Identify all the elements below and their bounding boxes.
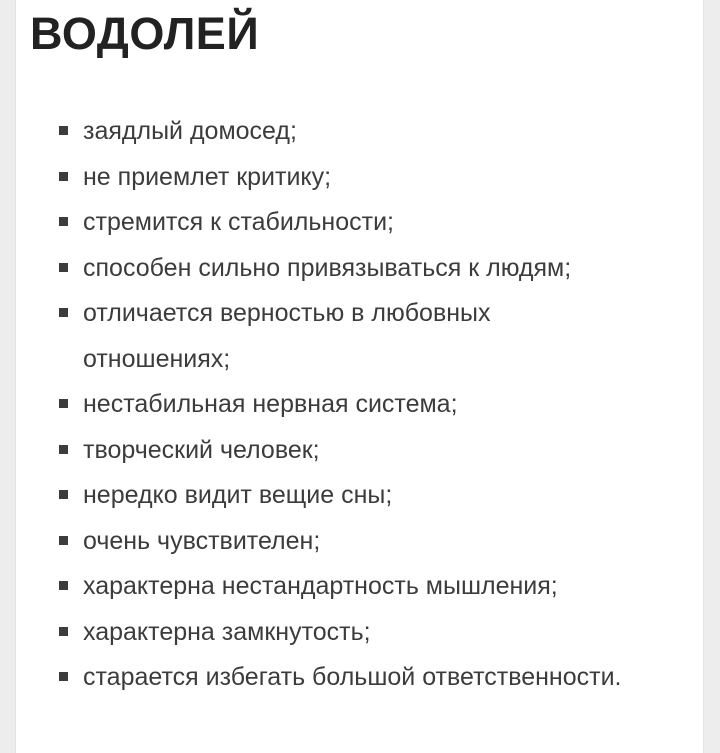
list-item — [16, 109, 643, 155]
square-bullet-icon — [59, 308, 68, 317]
list-item-text: не приемлет критику; — [83, 162, 332, 191]
list-item — [16, 200, 643, 246]
list-item-text: способен сильно привязываться к людям; — [83, 253, 572, 282]
list-item — [16, 155, 643, 201]
list-item — [16, 519, 643, 565]
traits-list — [16, 109, 705, 701]
square-bullet-icon — [59, 536, 68, 545]
square-bullet-icon — [59, 581, 68, 590]
list-item-text: характерна нестандартность мышления; — [83, 572, 558, 600]
square-bullet-icon — [59, 399, 68, 408]
list-item-text: характерна замкнутость; — [83, 617, 371, 646]
list-item-text: отличается верностью в любовных отношениях; — [83, 299, 491, 373]
list-item — [16, 655, 643, 701]
list-item-text: заядлый домосед; — [83, 117, 297, 145]
list-item-text: очень чувствителен; — [83, 526, 321, 555]
square-bullet-icon — [59, 627, 68, 636]
list-item — [16, 610, 643, 656]
square-bullet-icon — [59, 172, 68, 181]
square-bullet-icon — [59, 445, 68, 454]
article-card — [15, 0, 704, 753]
list-item-text: нередко видит вещие сны; — [83, 481, 393, 509]
list-item — [16, 246, 643, 292]
list-item-text: творческий человек; — [83, 435, 320, 464]
list-item-text: стремится к стабильности; — [83, 208, 394, 236]
square-bullet-icon — [59, 672, 68, 681]
square-bullet-icon — [59, 217, 68, 226]
list-item — [16, 291, 643, 382]
list-item — [16, 428, 643, 474]
square-bullet-icon — [59, 126, 68, 135]
list-item — [16, 382, 643, 428]
list-item-text: нестабильная нервная система; — [83, 390, 458, 418]
list-item — [16, 564, 643, 610]
list-item — [16, 473, 643, 519]
square-bullet-icon — [59, 263, 68, 272]
list-item-text: старается избегать большой ответственности. — [83, 663, 622, 691]
square-bullet-icon — [59, 490, 68, 499]
zodiac-title: ВОДОЛЕЙ — [30, 8, 260, 59]
